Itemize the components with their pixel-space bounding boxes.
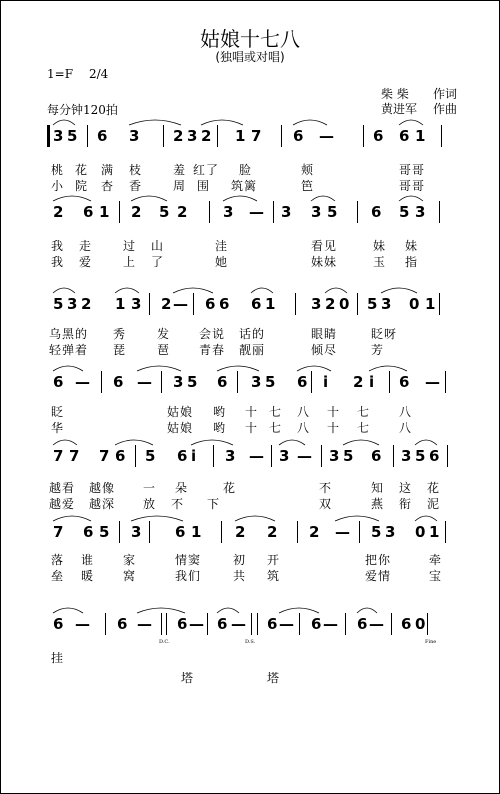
lyric-word: 筑篱 <box>231 179 258 193</box>
note: 5 <box>145 447 156 465</box>
lyric-word: 八 <box>399 405 413 419</box>
note: — <box>249 203 264 221</box>
note: i <box>369 373 375 391</box>
lyric-word: 哥哥 <box>399 163 426 177</box>
note: 3 <box>329 447 340 465</box>
note: 3 <box>311 203 322 221</box>
lyric-word: 走 <box>79 239 93 253</box>
note: 2 <box>173 127 184 145</box>
bar-line <box>439 293 440 315</box>
notes-row <box>1 125 499 147</box>
notes-row <box>1 293 499 315</box>
lyric-word: 哟 <box>213 405 227 419</box>
note: 5 <box>67 127 78 145</box>
lyric-word: 杏 <box>101 179 115 193</box>
note: 3 <box>279 447 290 465</box>
lyric-word: 眨 <box>51 405 65 419</box>
lyric-word: 花 <box>75 163 89 177</box>
lyric-word: 我们 <box>175 569 202 583</box>
bar-line <box>47 125 50 147</box>
lyric-word: 花 <box>427 481 441 495</box>
note: 6 <box>117 615 128 633</box>
note: 7 <box>53 447 64 465</box>
bar-line <box>345 613 346 635</box>
note: 6 <box>399 127 410 145</box>
lyric-word: 开 <box>267 553 281 567</box>
bar-line <box>439 201 440 223</box>
lyric-word: 塔 <box>267 671 281 685</box>
lyric-word: 姑娘 <box>167 405 194 419</box>
lyric-word: 会说 <box>199 327 226 341</box>
lyric-word: 脸 <box>239 163 253 177</box>
note: 7 <box>251 127 262 145</box>
lyric-word: 下 <box>207 497 221 511</box>
lyric-word: 双 <box>319 497 333 511</box>
note: 5 <box>159 203 170 221</box>
note: 2 <box>81 295 92 313</box>
lyric-word: 周 <box>173 179 187 193</box>
note: 1 <box>429 523 440 541</box>
bar-line <box>217 125 218 147</box>
bar-line <box>161 613 162 635</box>
bar-line <box>427 613 428 635</box>
lyric-word: 看见 <box>311 239 338 253</box>
note: — <box>279 615 294 633</box>
lyric-word: 满 <box>101 163 115 177</box>
lyric-word: 八 <box>297 405 311 419</box>
note: 3 <box>129 127 140 145</box>
composer-name: 黄进军 <box>381 102 418 116</box>
notes-row <box>1 445 499 467</box>
note: 7 <box>53 523 64 541</box>
bar-line <box>209 201 210 223</box>
note: 5 <box>367 295 378 313</box>
note: 3 <box>223 203 234 221</box>
note: 6 <box>297 373 308 391</box>
lyric-word: 情窦 <box>175 553 202 567</box>
bar-line <box>359 521 360 543</box>
note: 5 <box>343 447 354 465</box>
note: 6 <box>217 615 228 633</box>
note: 6 <box>371 447 382 465</box>
note: — <box>75 615 90 633</box>
lyric-word: 山 <box>151 239 165 253</box>
lyric-word: 妹妹 <box>311 255 338 269</box>
lyric-word: 十 <box>327 405 341 419</box>
note: — <box>137 615 152 633</box>
lyric-word: 桃 <box>51 163 65 177</box>
note: — <box>323 615 338 633</box>
note: — <box>319 127 334 145</box>
note: 2 <box>201 127 212 145</box>
note: 3 <box>173 373 184 391</box>
note: 2 <box>131 203 142 221</box>
page-subtitle: (独唱或对唱) <box>215 50 285 64</box>
note: 3 <box>251 373 262 391</box>
note: 1 <box>115 295 126 313</box>
note: — <box>335 523 350 541</box>
lyric-word: 不 <box>171 497 185 511</box>
bar-line <box>251 613 252 635</box>
lyric-word: 她 <box>215 255 229 269</box>
bar-line <box>207 613 208 635</box>
note: 5 <box>371 523 382 541</box>
lyricist-name: 柴 柴 <box>381 87 409 101</box>
note: 5 <box>99 523 110 541</box>
lyric-word: 垒 <box>51 569 65 583</box>
lyric-word: 玉 <box>373 255 387 269</box>
lyric-word: 十 <box>245 421 259 435</box>
lyricist-role: 作词 <box>433 87 458 101</box>
note: 6 <box>357 615 368 633</box>
lyric-word: 七 <box>357 421 371 435</box>
lyric-word: 羞 <box>173 163 187 177</box>
lyric-word: 青春 <box>199 343 226 357</box>
note: 1 <box>191 523 202 541</box>
lyric-word: 宝 <box>429 569 443 583</box>
lyric-word: 燕 <box>371 497 385 511</box>
bar-line <box>357 293 358 315</box>
lyric-word: 知 <box>371 481 385 495</box>
note: 6 <box>177 447 188 465</box>
bar-line <box>101 371 102 393</box>
note: 2 <box>161 295 172 313</box>
bar-line <box>166 613 167 635</box>
bar-line <box>391 613 392 635</box>
note: 7 <box>99 447 110 465</box>
lyric-word: 塔 <box>181 671 195 685</box>
note: 6 <box>219 295 230 313</box>
lyric-word: 朵 <box>175 481 189 495</box>
bar-line <box>163 125 164 147</box>
key-signature: 1=F <box>47 67 74 81</box>
lyric-word: 牵 <box>429 553 443 567</box>
note: 6 <box>251 295 262 313</box>
note: 2 <box>309 523 320 541</box>
lyric-word: 把你 <box>365 553 392 567</box>
note: 0 <box>415 615 426 633</box>
lyric-word: 挂 <box>51 651 65 665</box>
lyric-word: 暖 <box>81 569 95 583</box>
lyric-word: 越看 <box>49 481 76 495</box>
bar-line <box>105 613 106 635</box>
note: 6 <box>429 447 440 465</box>
note: 6 <box>175 523 186 541</box>
lyric-word: 轻弹着 <box>49 343 89 357</box>
note: 3 <box>53 127 64 145</box>
lyric-word: 妹 <box>373 239 387 253</box>
note: 5 <box>187 373 198 391</box>
lyric-word: 七 <box>269 421 283 435</box>
note: 2 <box>177 203 188 221</box>
note: 3 <box>381 295 392 313</box>
note: 3 <box>225 447 236 465</box>
note: — <box>249 447 264 465</box>
note: 1 <box>265 295 276 313</box>
lyric-word: 颊 <box>301 163 315 177</box>
lyric-word: 一 <box>143 481 157 495</box>
bar-line <box>149 293 150 315</box>
lyric-word: 红了 <box>193 163 220 177</box>
bar-line <box>161 371 162 393</box>
lyric-word: 眨呀 <box>371 327 398 341</box>
notes-row <box>1 521 499 543</box>
bar-line <box>357 201 358 223</box>
lyric-word: 八 <box>297 421 311 435</box>
note: 1 <box>425 295 436 313</box>
bar-line <box>363 125 364 147</box>
lyric-word: 枝 <box>129 163 143 177</box>
notes-row <box>1 613 499 635</box>
note: 6 <box>97 127 108 145</box>
note: — <box>173 295 188 313</box>
lyric-word: 话的 <box>239 327 266 341</box>
lyric-word: 泥 <box>427 497 441 511</box>
bar-line <box>273 201 274 223</box>
composer-role: 作曲 <box>433 102 458 116</box>
note: 6 <box>53 615 64 633</box>
lyric-word: 琵 <box>113 343 127 357</box>
note: 3 <box>281 203 292 221</box>
note: 0 <box>415 523 426 541</box>
lyric-word: 院 <box>75 179 89 193</box>
repeat-marking: Fine <box>425 639 437 645</box>
note: 1 <box>235 127 246 145</box>
note: 5 <box>399 203 410 221</box>
note: 3 <box>401 447 412 465</box>
notes-row <box>1 201 499 223</box>
note: 6 <box>83 523 94 541</box>
lyric-word: 七 <box>357 405 371 419</box>
bar-line <box>87 125 88 147</box>
bar-line <box>441 125 442 147</box>
note: 6 <box>177 615 188 633</box>
note: 3 <box>131 295 142 313</box>
note: — <box>369 615 384 633</box>
lyric-word: 哥哥 <box>399 179 426 193</box>
lyric-word: 过 <box>123 239 137 253</box>
bar-line <box>119 521 120 543</box>
note: — <box>137 373 152 391</box>
lyric-word: 我 <box>51 239 65 253</box>
bar-line <box>271 445 272 467</box>
note: 3 <box>415 203 426 221</box>
note: — <box>75 373 90 391</box>
lyric-word: 华 <box>51 421 65 435</box>
bar-line <box>447 445 448 467</box>
bar-line <box>299 613 300 635</box>
note: 6 <box>373 127 384 145</box>
note: 3 <box>67 295 78 313</box>
note: 6 <box>371 203 382 221</box>
note: i <box>191 447 197 465</box>
lyric-word: 八 <box>399 421 413 435</box>
lyric-word: 眼睛 <box>311 327 338 341</box>
bar-line <box>445 371 446 393</box>
note: 6 <box>205 295 216 313</box>
note: — <box>231 615 246 633</box>
lyric-word: 这 <box>399 481 413 495</box>
note: — <box>297 447 312 465</box>
lyric-word: 窝 <box>123 569 137 583</box>
bar-line <box>393 445 394 467</box>
lyric-word: 洼 <box>215 239 229 253</box>
lyric-word: 七 <box>269 405 283 419</box>
note: 5 <box>327 203 338 221</box>
bar-line <box>149 521 150 543</box>
note: 6 <box>217 373 228 391</box>
bar-line <box>119 201 120 223</box>
repeat-marking: D.C. <box>159 639 170 645</box>
lyric-word: 芳 <box>371 343 385 357</box>
note: i <box>323 373 329 391</box>
lyric-word: 花 <box>223 481 237 495</box>
bar-line <box>389 371 390 393</box>
lyric-word: 哟 <box>213 421 227 435</box>
bar-line <box>237 371 238 393</box>
note: 0 <box>339 295 350 313</box>
lyric-word: 越爱 <box>49 497 76 511</box>
note: 6 <box>83 203 94 221</box>
lyric-word: 家 <box>123 553 137 567</box>
note: 1 <box>99 203 110 221</box>
lyric-word: 妹 <box>405 239 419 253</box>
lyric-word: 筑 <box>267 569 281 583</box>
note: 2 <box>53 203 64 221</box>
time-signature: 2/4 <box>89 67 109 81</box>
lyric-word: 初 <box>233 553 247 567</box>
note: 3 <box>385 523 396 541</box>
bar-line <box>193 293 194 315</box>
lyric-word: 共 <box>233 569 247 583</box>
lyric-word: 十 <box>245 405 259 419</box>
note: 6 <box>115 447 126 465</box>
lyric-word: 琶 <box>157 343 171 357</box>
bar-line <box>213 445 214 467</box>
bar-line <box>281 125 282 147</box>
note: 0 <box>409 295 420 313</box>
lyric-word: 发 <box>157 327 171 341</box>
page-title: 姑娘十七八 <box>200 27 300 51</box>
note: 7 <box>69 447 80 465</box>
note: 3 <box>131 523 142 541</box>
note: — <box>189 615 204 633</box>
lyric-word: 上 <box>123 255 137 269</box>
lyric-word: 围 <box>197 179 211 193</box>
tempo-marking: 每分钟120拍 <box>47 103 118 117</box>
lyric-word: 十 <box>327 421 341 435</box>
bar-line <box>221 521 222 543</box>
note: 6 <box>311 615 322 633</box>
lyric-word: 落 <box>51 553 65 567</box>
note: 2 <box>267 523 278 541</box>
note: 5 <box>53 295 64 313</box>
notes-row <box>1 371 499 393</box>
bar-line <box>445 521 446 543</box>
note: 2 <box>353 373 364 391</box>
lyric-word: 越像 <box>89 481 116 495</box>
lyric-word: 谁 <box>81 553 95 567</box>
repeat-marking: D.S. <box>245 639 256 645</box>
lyric-word: 姑娘 <box>167 421 194 435</box>
note: 5 <box>265 373 276 391</box>
note: 1 <box>415 127 426 145</box>
lyric-word: 倾尽 <box>311 343 338 357</box>
lyric-word: 爱情 <box>365 569 392 583</box>
note: 2 <box>325 295 336 313</box>
lyric-word: 不 <box>319 481 333 495</box>
lyric-word: 我 <box>51 255 65 269</box>
lyric-word: 衔 <box>399 497 413 511</box>
lyric-word: 笆 <box>301 179 315 193</box>
bar-line <box>135 445 136 467</box>
lyric-word: 香 <box>129 179 143 193</box>
note: 6 <box>113 373 124 391</box>
note: 3 <box>311 295 322 313</box>
lyric-word: 爱 <box>79 255 93 269</box>
bar-line <box>311 371 312 393</box>
note: 6 <box>401 615 412 633</box>
note: 3 <box>187 127 198 145</box>
lyric-word: 秀 <box>113 327 127 341</box>
note: 6 <box>399 373 410 391</box>
lyric-word: 小 <box>51 179 65 193</box>
lyric-word: 乌黑的 <box>49 327 89 341</box>
lyric-word: 越深 <box>89 497 116 511</box>
note: 5 <box>415 447 426 465</box>
bar-line <box>321 445 322 467</box>
bar-line <box>295 293 296 315</box>
note: 6 <box>267 615 278 633</box>
note: 6 <box>53 373 64 391</box>
note: 2 <box>235 523 246 541</box>
bar-line <box>257 613 258 635</box>
lyric-word: 了 <box>151 255 165 269</box>
lyric-word: 放 <box>143 497 157 511</box>
note: — <box>425 373 440 391</box>
bar-line <box>297 521 298 543</box>
note: 6 <box>293 127 304 145</box>
lyric-word: 指 <box>405 255 419 269</box>
lyric-word: 靓丽 <box>239 343 266 357</box>
